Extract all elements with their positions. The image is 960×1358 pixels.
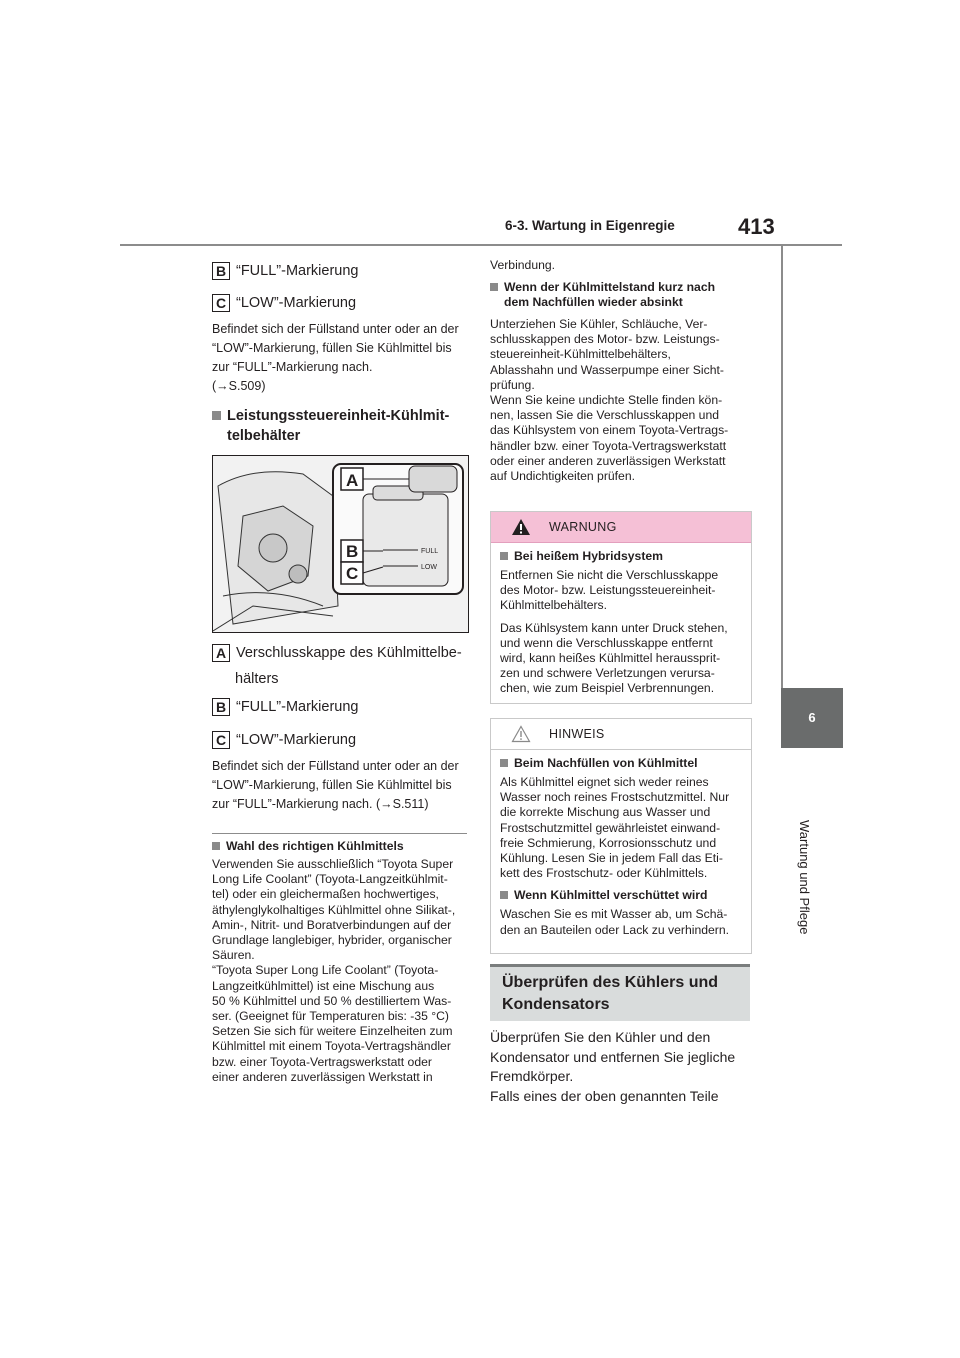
mark-item-a: A Verschlusskappe des Kühlmittelbe- hälters [212,640,462,692]
mark-item-b-top: B “FULL”-Markierung [212,262,358,280]
reservoir-heading: Leistungssteuereinheit-Kühlmit- telbehälter [212,406,472,446]
callout-letter: B [212,698,230,716]
mark-item-c: C “LOW”-Markierung [212,731,356,749]
warning-paragraph-2: Das Kühlsystem kann unter Druck stehen, und wenn die Verschlusskappe entfernt wird, kann heißes Kühlmittel heraussprit- zen und schwere Verletzungen verursa- chen, wie zum Beispiel Verbrennungen. [500,620,728,696]
coolant-text: Verwenden Sie ausschließlich “Toyota Super Long Life Coolant” (Toyota-Langzeitkühlmit- tel) oder ein gleichermaßen hochwertiges, äthylenglykolhaltiges Kühlmittel ohne Silikat-, Amin-, Nitrit- und Boratverbindungen auf der Grundlage langlebiger, hybrider, organischer Säuren. “Toyota Super Long Life Coolant” (Toyota- Langzeitkühlmittel) ist eine Mischung aus 50 % Kühlmittel und 50 % destilliertem Was- ser. (Geeignet für Temperaturen bis: -35 °C) Setzen Sie sich für weitere Einzelheiten zum Kühlmittel mit einem Toyota-Vertragshändler bzw. einer Toyota-Vertragswerkstatt oder einer anderen zuverlässigen Werkstatt in [212,857,456,1084]
coolant-reservoir-figure [212,455,469,633]
bullet-square [212,411,221,420]
drop-heading: Wenn der Kühlmittelstand kurz nach dem Nachfüllen wieder absinkt [490,280,750,310]
header-section-title: 6-3. Wartung in Eigenregie [505,218,675,233]
callout-letter: C [212,731,230,749]
warning-header [491,512,751,543]
callout-letter: A [212,644,230,662]
callout-letter: C [212,294,230,312]
sidebar-divider [781,244,783,688]
hint-paragraph-2: Waschen Sie es mit Wasser ab, um Schä- den an Bauteilen oder Lack zu verhindern. [500,907,730,937]
page-number: 413 [738,214,775,239]
warning-title: WARNUNG [549,520,617,534]
hint-header [491,719,751,750]
warning-triangle-icon [511,518,531,536]
warning-heading: Bei heißem Hybridsystem [500,549,741,564]
svg-text:FULL: FULL [421,548,439,555]
warning-paragraph-1: Entfernen Sie nicht die Verschlusskappe des Motor- bzw. Leistungssteuereinheit- Kühlmittelbehälters. [500,568,719,613]
section-heading: Überprüfen des Kühlers und Kondensators [490,964,750,1021]
hint-heading-1: Beim Nachfüllen von Kühlmittel [500,756,741,771]
divider [212,833,467,834]
note-bottom: Befindet sich der Füllstand unter oder an der “LOW”-Markierung, füllen Sie Kühlmittel bis zur “FULL”-Markierung nach. (→S.511) [212,759,459,811]
svg-text:B: B [346,542,359,561]
svg-text:A: A [346,471,359,490]
continued-line: Verbindung. [490,258,556,272]
section-text: Überprüfen Sie den Kühler und den Kondensator und entfernen Sie jegliche Fremdkörper. Falls eines der oben genannten Teile [490,1029,736,1104]
warning-box [490,511,752,704]
header-divider [120,244,842,246]
drop-text: Unterziehen Sie Kühler, Schläuche, Ver- schlusskappen des Motor- bzw. Leistungs- steuereinheit-Kühlmittelbehälters, Ablasshahn und Wasserpumpe einer Sicht- prüfung. Wenn Sie keine undichte Stelle finden kön- nen, lassen Sie die Verschlusskappen und das Kühlsystem von einem Toyota-Vertrags- händler bzw. einer Toyota-Vertragswerkstatt oder einer anderen zuverlässigen Werkstatt auf Undichtigkeiten prüfen. [490,317,729,484]
svg-text:LOW: LOW [421,564,437,571]
chapter-tab: 6 [781,688,843,748]
mark-item-c-top: C “LOW”-Markierung [212,294,356,312]
coolant-heading: Wahl des richtigen Kühlmittels [212,839,404,853]
chapter-label: Wartung und Pflege [797,820,812,935]
hint-title: HINWEIS [549,727,605,741]
svg-text:C: C [346,564,359,583]
hint-paragraph-1: Als Kühlmittel eignet sich weder reines Wasser noch reines Frostschutzmittel. Nur die korrekte Mischung aus Wasser und Frostschutzmittel gewährleistet einwand- freie Schmierung, Korrosionsschutz und Kühlung. Lesen Sie in jedem Fall das Eti- kett des Frostschutz- oder Kühlmittels. [500,775,730,881]
hint-box [490,718,752,954]
hint-heading-2: Wenn Kühlmittel verschüttet wird [500,888,741,903]
callout-letter: B [212,262,230,280]
caution-triangle-icon [511,725,531,743]
note-top: Befindet sich der Füllstand unter oder an der “LOW”-Markierung, füllen Sie Kühlmittel bis zur “FULL”-Markierung nach. (→S.509) [212,322,459,393]
mark-item-b: B “FULL”-Markierung [212,698,358,716]
